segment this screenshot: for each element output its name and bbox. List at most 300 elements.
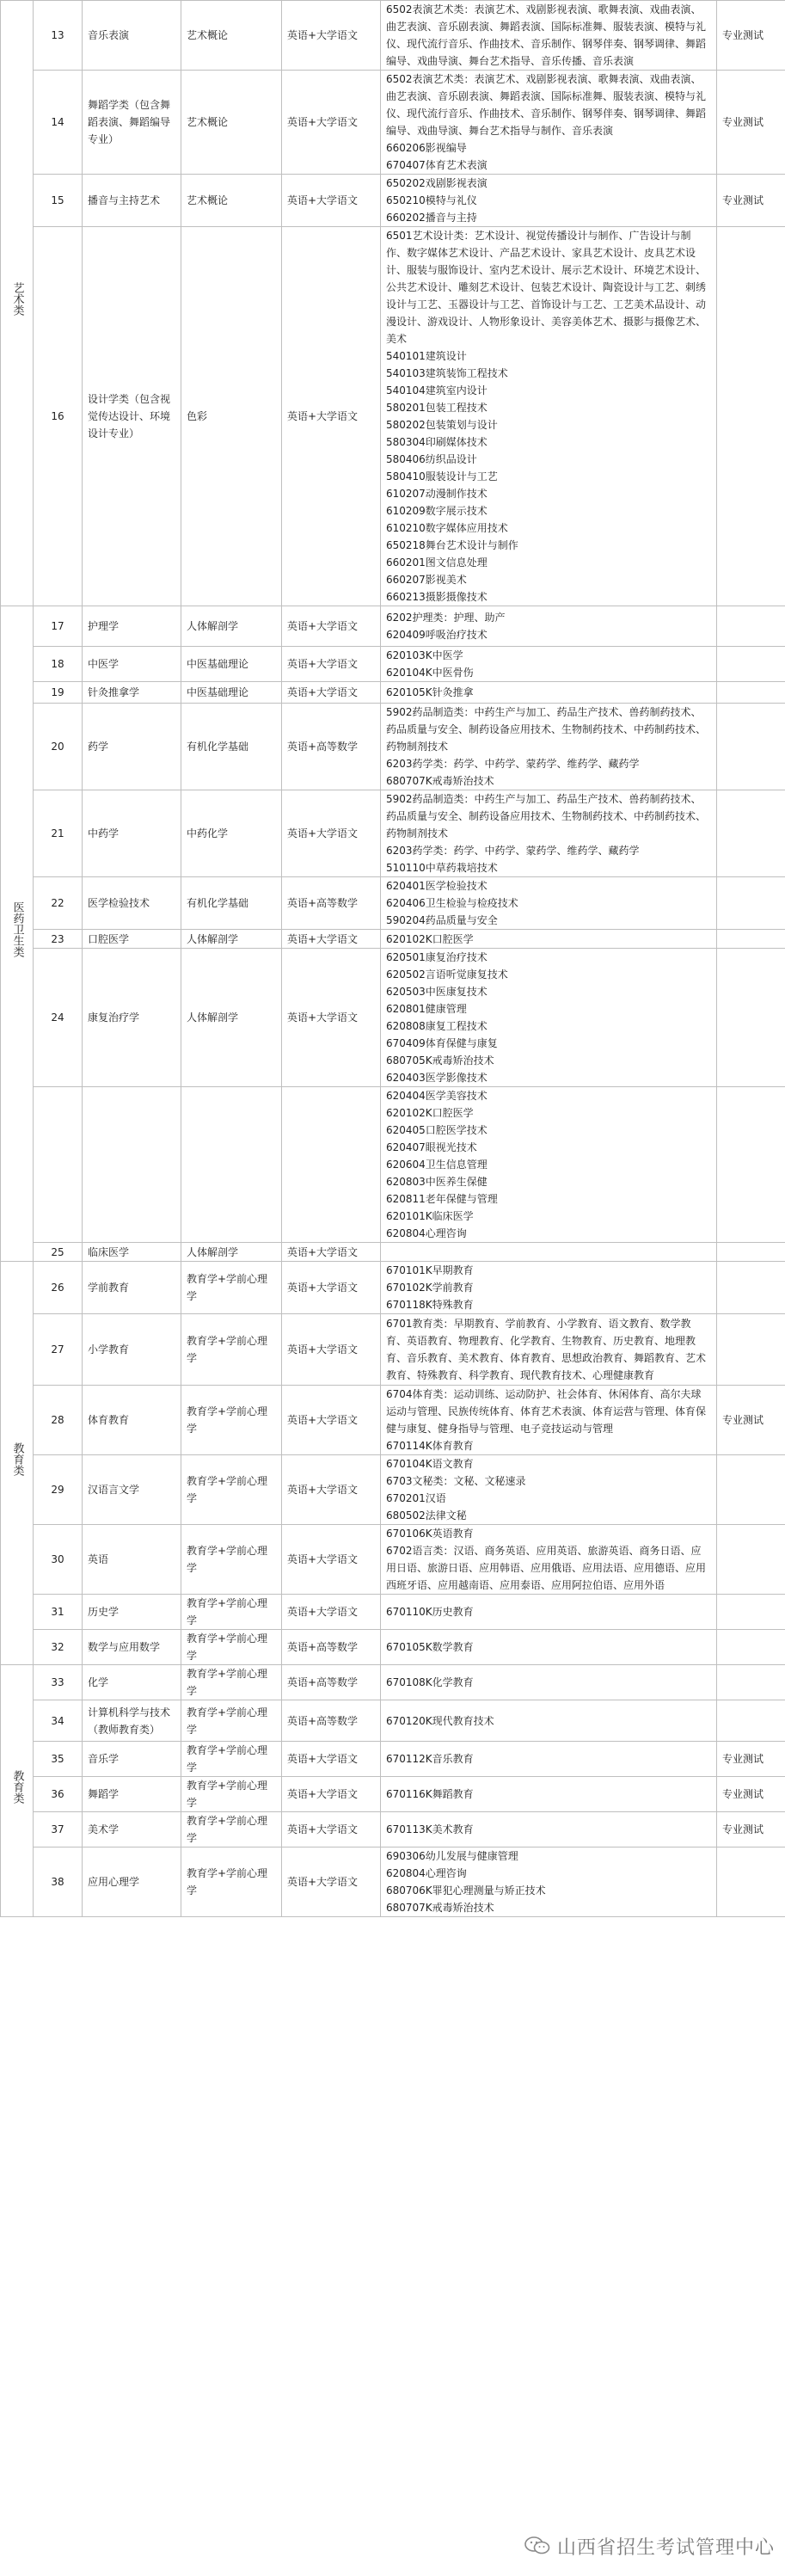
major-name-cell	[83, 647, 181, 682]
source-majors-cell	[381, 1630, 717, 1665]
extra-requirement	[717, 1314, 785, 1386]
source-major: 620803中医养生保健	[386, 1176, 488, 1188]
source-major: 650210模特与礼仪	[386, 194, 477, 206]
table-row	[1, 1262, 785, 1314]
source-major: 5902药品制造类：中药生产与加工、药品生产技术、兽药制药技术、药品质量与安全、制药设备应用技术、生物制药技术、中药制药技术、药物制剂技术	[386, 793, 707, 839]
source-major: 580201包装工程技术	[386, 402, 488, 414]
extra-requirement	[717, 606, 785, 647]
exam-subject: 艺术概论	[181, 1, 282, 71]
row-number: 26	[34, 1262, 83, 1314]
culture-subject: 英语+大学语文	[282, 1455, 381, 1525]
source-majors-cell	[381, 175, 717, 227]
table-row	[1, 704, 785, 790]
row-number: 28	[34, 1386, 83, 1455]
source-majors-cell	[381, 1812, 717, 1847]
source-majors-cell	[381, 1742, 717, 1777]
category-label: 医药卫生类	[10, 901, 24, 957]
major-name: 体育教育	[88, 1414, 130, 1426]
source-major: 620403医学影像技术	[386, 1072, 488, 1084]
table-row	[1, 1630, 785, 1665]
source-major: 650218舞台艺术设计与制作	[386, 539, 518, 551]
source-major: 650202戏剧影视表演	[386, 177, 488, 189]
major-name: 临床医学	[88, 1245, 130, 1258]
major-name-cell	[83, 877, 181, 930]
exam-subject: 中药化学	[181, 790, 282, 877]
source-major: 660213摄影摄像技术	[386, 591, 488, 603]
exam-subject: 中医基础理论	[181, 647, 282, 682]
extra-requirement	[717, 1595, 785, 1630]
extra-requirement	[717, 1847, 785, 1917]
source-major: 620808康复工程技术	[386, 1020, 488, 1032]
major-name-cell	[83, 1314, 181, 1386]
source-major: 6701教育类：早期教育、学前教育、小学教育、语文教育、数学教育、英语教育、物理教育、化学教育、生物教育、历史教育、地理教育、音乐教育、美术教育、体育教育、思想政治教育、舞蹈教育、艺术教育、特殊教育、科学教育、现代教育技术、心理健康教育	[386, 1318, 707, 1381]
culture-subject: 英语+大学语文	[282, 175, 381, 227]
exam-subject: 教育学+学前心理学	[181, 1455, 282, 1525]
row-number: 23	[34, 930, 83, 949]
culture-subject: 英语+大学语文	[282, 1742, 381, 1777]
source-majors-cell	[381, 930, 717, 949]
row-number: 32	[34, 1630, 83, 1665]
source-major: 680706K罪犯心理测量与矫正技术	[386, 1884, 546, 1897]
watermark	[524, 2529, 782, 2563]
source-major: 6704体育类：运动训练、运动防护、社会体育、休闲体育、高尔夫球运动与管理、民族传统体育、体育艺术表演、体育运营与管理、体育保健与康复、健身指导与管理、电子竞技运动与管理	[386, 1388, 707, 1435]
major-name-cell	[83, 71, 181, 175]
table-row	[1, 175, 785, 227]
extra-requirement	[717, 647, 785, 682]
culture-subject: 英语+高等数学	[282, 1665, 381, 1700]
major-name-cell	[83, 1665, 181, 1700]
source-majors-cell	[381, 790, 717, 877]
source-major: 620101K临床医学	[386, 1210, 474, 1222]
exam-subject: 教育学+学前心理学	[181, 1812, 282, 1847]
source-major: 620105K针灸推拿	[386, 686, 474, 698]
major-name-cell	[83, 1812, 181, 1847]
major-name-cell	[83, 790, 181, 877]
extra-requirement	[717, 227, 785, 606]
source-major: 670112K音乐教育	[386, 1753, 474, 1765]
source-majors-cell	[381, 1087, 717, 1243]
major-name-cell	[83, 704, 181, 790]
culture-subject: 英语+大学语文	[282, 682, 381, 704]
major-name-cell	[83, 682, 181, 704]
source-majors-cell	[381, 1386, 717, 1455]
source-major: 6502表演艺术类：表演艺术、戏剧影视表演、歌舞表演、戏曲表演、曲艺表演、音乐剧表演、舞蹈表演、国际标准舞、服装表演、模特与礼仪、现代流行音乐、作曲技术、音乐制作、钢琴伴奏、钢琴调律、舞蹈编导、戏曲导演、舞台艺术指导与制作、音乐表演	[386, 73, 707, 137]
major-name: 口腔医学	[88, 932, 130, 945]
major-name: 针灸推拿学	[88, 686, 140, 698]
source-major: 5902药品制造类：中药生产与加工、药品生产技术、兽药制药技术、药品质量与安全、制药设备应用技术、生物制药技术、中药制药技术、药物制剂技术	[386, 706, 707, 753]
source-major: 680707K戒毒矫治技术	[386, 1902, 494, 1914]
table-row	[1, 227, 785, 606]
exam-subject: 人体解剖学	[181, 930, 282, 949]
culture-subject: 英语+大学语文	[282, 1262, 381, 1314]
table-row	[1, 1386, 785, 1455]
source-major: 620401医学检验技术	[386, 880, 488, 892]
major-name-cell	[83, 1847, 181, 1917]
source-major: 660207影视美术	[386, 574, 467, 586]
major-name-cell	[83, 949, 181, 1087]
source-major: 620501康复治疗技术	[386, 951, 488, 963]
source-major: 620405口腔医学技术	[386, 1124, 488, 1136]
culture-subject: 英语+大学语文	[282, 949, 381, 1087]
major-name: 学前教育	[88, 1282, 130, 1294]
source-major: 670114K体育教育	[386, 1440, 474, 1452]
major-name: 音乐表演	[88, 29, 130, 41]
table-row	[1, 606, 785, 647]
row-number: 21	[34, 790, 83, 877]
major-name-cell	[83, 1455, 181, 1525]
table-row	[1, 1525, 785, 1595]
source-majors-cell	[381, 1777, 717, 1812]
row-number: 31	[34, 1595, 83, 1630]
culture-subject: 英语+大学语文	[282, 1847, 381, 1917]
culture-subject: 英语+高等数学	[282, 1630, 381, 1665]
exam-subject: 有机化学基础	[181, 704, 282, 790]
source-major: 580202包装策划与设计	[386, 419, 498, 431]
source-major: 670105K数学教育	[386, 1641, 474, 1653]
source-major: 620409呼吸治疗技术	[386, 629, 488, 641]
source-major: 670116K舞蹈教育	[386, 1788, 474, 1800]
source-majors-cell	[381, 1847, 717, 1917]
major-name: 音乐学	[88, 1753, 120, 1765]
exam-subject: 教育学+学前心理学	[181, 1630, 282, 1665]
source-majors-cell	[381, 704, 717, 790]
culture-subject: 英语+大学语文	[282, 1812, 381, 1847]
source-major: 670104K语文教育	[386, 1458, 474, 1470]
source-major: 580304印刷媒体技术	[386, 436, 488, 448]
extra-requirement: 专业测试	[717, 1742, 785, 1777]
row-number	[34, 1087, 83, 1243]
row-number: 19	[34, 682, 83, 704]
exam-subject: 教育学+学前心理学	[181, 1665, 282, 1700]
source-major: 580406纺织品设计	[386, 453, 477, 465]
table-row	[1, 1742, 785, 1777]
exam-subject: 色彩	[181, 227, 282, 606]
source-major: 670120K现代教育技术	[386, 1714, 494, 1727]
source-major: 660202播音与主持	[386, 212, 477, 224]
extra-requirement	[717, 1665, 785, 1700]
major-name: 药学	[88, 741, 109, 753]
row-number: 18	[34, 647, 83, 682]
culture-subject: 英语+高等数学	[282, 704, 381, 790]
culture-subject: 英语+大学语文	[282, 606, 381, 647]
exam-subject: 教育学+学前心理学	[181, 1386, 282, 1455]
source-majors-cell	[381, 227, 717, 606]
table-row	[1, 1812, 785, 1847]
source-major: 540103建筑装饰工程技术	[386, 367, 508, 379]
extra-requirement	[717, 704, 785, 790]
source-major: 620502言语听觉康复技术	[386, 968, 508, 981]
source-major: 670101K早期教育	[386, 1264, 474, 1276]
major-name-cell	[83, 1262, 181, 1314]
extra-requirement	[717, 1243, 785, 1262]
table-row	[1, 949, 785, 1087]
major-name: 中药学	[88, 827, 120, 839]
major-name: 播音与主持艺术	[88, 194, 161, 206]
row-number: 16	[34, 227, 83, 606]
exam-subject: 教育学+学前心理学	[181, 1847, 282, 1917]
source-major: 6501艺术设计类：艺术设计、视觉传播设计与制作、广告设计与制作、数字媒体艺术设计、产品艺术设计、家具艺术设计、皮具艺术设计、服装与服饰设计、室内艺术设计、展示艺术设计、环境艺术设计、公共艺术设计、雕刻艺术设计、包装艺术设计、陶瓷设计与工艺、刺绣设计与工艺、玉器设计与工艺、首饰设计与工艺、工艺美术品设计、动漫设计、游戏设计、人物形象设计、美容美体艺术、摄影与摄像艺术、美术	[386, 230, 707, 345]
major-name: 康复治疗学	[88, 1011, 140, 1024]
source-major: 620102K口腔医学	[386, 932, 474, 945]
major-name: 美术学	[88, 1823, 120, 1835]
major-name-cell	[83, 1777, 181, 1812]
source-major: 6703文秘类：文秘、文秘速录	[386, 1475, 526, 1487]
extra-requirement	[717, 930, 785, 949]
major-name: 计算机科学与技术（教师教育类）	[88, 1706, 171, 1736]
exam-subject: 有机化学基础	[181, 877, 282, 930]
source-majors-cell	[381, 1, 717, 71]
exam-subject: 教育学+学前心理学	[181, 1262, 282, 1314]
extra-requirement: 专业测试	[717, 71, 785, 175]
culture-subject	[282, 1087, 381, 1243]
table-row	[1, 647, 785, 682]
extra-requirement: 专业测试	[717, 175, 785, 227]
culture-subject: 英语+大学语文	[282, 1386, 381, 1455]
watermark-text: 山西省招生考试管理中心	[557, 2536, 776, 2559]
table-row	[1, 1665, 785, 1700]
major-name: 设计学类（包含视觉传达设计、环境设计专业）	[88, 393, 171, 440]
culture-subject: 英语+大学语文	[282, 1314, 381, 1386]
major-name: 中医学	[88, 658, 120, 670]
culture-subject: 英语+大学语文	[282, 1595, 381, 1630]
source-majors-cell	[381, 877, 717, 930]
culture-subject: 英语+高等数学	[282, 1700, 381, 1742]
exam-subject: 教育学+学前心理学	[181, 1595, 282, 1630]
major-name: 舞蹈学	[88, 1788, 120, 1800]
culture-subject: 英语+大学语文	[282, 647, 381, 682]
major-name: 小学教育	[88, 1343, 130, 1356]
exam-subject	[181, 1087, 282, 1243]
source-major: 6203药学类：药学、中药学、蒙药学、维药学、藏药学	[386, 758, 640, 770]
major-name-cell	[83, 1742, 181, 1777]
row-number: 22	[34, 877, 83, 930]
major-name: 医学检验技术	[88, 897, 150, 909]
major-name: 汉语言文学	[88, 1484, 140, 1496]
source-major: 670118K特殊教育	[386, 1299, 474, 1311]
culture-subject: 英语+高等数学	[282, 877, 381, 930]
source-major: 620406卫生检验与检疫技术	[386, 897, 518, 909]
exam-subject: 教育学+学前心理学	[181, 1700, 282, 1742]
source-major: 670407体育艺术表演	[386, 159, 488, 171]
source-major: 680502法律文秘	[386, 1509, 467, 1522]
source-major: 6702语言类：汉语、商务英语、应用英语、旅游英语、商务日语、应用日语、旅游日语、应用韩语、应用俄语、应用法语、应用德语、应用西班牙语、应用越南语、应用泰语、应用阿拉伯语、应用外语	[386, 1545, 707, 1591]
major-name-cell	[83, 930, 181, 949]
wechat-icon	[524, 2536, 550, 2555]
source-majors-cell	[381, 1525, 717, 1595]
culture-subject: 英语+大学语文	[282, 71, 381, 175]
major-name-cell	[83, 175, 181, 227]
extra-requirement	[717, 1455, 785, 1525]
major-name-cell	[83, 1386, 181, 1455]
row-number: 30	[34, 1525, 83, 1595]
extra-requirement	[717, 1262, 785, 1314]
source-major: 610210数字媒体应用技术	[386, 522, 508, 534]
source-majors-cell	[381, 1700, 717, 1742]
source-major: 680707K戒毒矫治技术	[386, 775, 494, 787]
extra-requirement: 专业测试	[717, 1386, 785, 1455]
table-row	[1, 1595, 785, 1630]
extra-requirement: 专业测试	[717, 1777, 785, 1812]
table-row	[1, 1777, 785, 1812]
source-major: 620407眼视光技术	[386, 1141, 477, 1153]
source-major: 540104建筑室内设计	[386, 384, 488, 397]
major-name-cell	[83, 1525, 181, 1595]
major-name: 化学	[88, 1676, 109, 1688]
row-number: 29	[34, 1455, 83, 1525]
source-major: 620104K中医骨伤	[386, 667, 474, 679]
source-major: 620503中医康复技术	[386, 986, 488, 998]
category-cell	[1, 606, 34, 1262]
source-major: 620811老年保健与管理	[386, 1193, 498, 1205]
major-name: 舞蹈学类（包含舞蹈表演、舞蹈编导专业）	[88, 99, 171, 145]
major-name-cell	[83, 1243, 181, 1262]
table-row	[1, 1243, 785, 1262]
category-label: 教育类	[10, 1769, 24, 1804]
source-major: 510110中草药栽培技术	[386, 862, 498, 874]
major-name-cell	[83, 227, 181, 606]
row-number: 20	[34, 704, 83, 790]
source-major: 660201图文信息处理	[386, 556, 488, 569]
extra-requirement	[717, 949, 785, 1087]
source-majors-cell	[381, 647, 717, 682]
major-name: 护理学	[88, 620, 120, 632]
source-majors-cell	[381, 606, 717, 647]
row-number: 34	[34, 1700, 83, 1742]
source-majors-cell	[381, 1243, 717, 1262]
source-major: 610209数字展示技术	[386, 505, 488, 517]
culture-subject: 英语+大学语文	[282, 790, 381, 877]
extra-requirement	[717, 877, 785, 930]
table-row	[1, 682, 785, 704]
source-major: 670108K化学教育	[386, 1676, 474, 1688]
exam-subject: 人体解剖学	[181, 606, 282, 647]
major-name-cell	[83, 606, 181, 647]
source-major: 580410服装设计与工艺	[386, 470, 498, 483]
source-major: 6502表演艺术类：表演艺术、戏剧影视表演、歌舞表演、戏曲表演、曲艺表演、音乐剧表演、舞蹈表演、国际标准舞、服装表演、模特与礼仪、现代流行音乐、作曲技术、音乐制作、钢琴伴奏、钢琴调律、舞蹈编导、戏曲导演、舞台艺术指导、音乐传播、音乐表演	[386, 3, 707, 67]
exam-subject: 教育学+学前心理学	[181, 1742, 282, 1777]
table-row	[1, 1, 785, 71]
major-name-cell	[83, 1595, 181, 1630]
source-major: 670110K历史教育	[386, 1606, 474, 1618]
extra-requirement	[717, 1700, 785, 1742]
category-label: 教育类	[10, 1442, 24, 1476]
extra-requirement	[717, 790, 785, 877]
culture-subject: 英语+大学语文	[282, 227, 381, 606]
source-majors-cell	[381, 1262, 717, 1314]
row-number: 36	[34, 1777, 83, 1812]
culture-subject: 英语+大学语文	[282, 1525, 381, 1595]
table-row	[1, 790, 785, 877]
source-major: 620102K口腔医学	[386, 1107, 474, 1119]
source-major: 590204药品质量与安全	[386, 914, 498, 926]
culture-subject: 英语+大学语文	[282, 1777, 381, 1812]
exam-subject: 教育学+学前心理学	[181, 1777, 282, 1812]
source-major: 620804心理咨询	[386, 1227, 467, 1239]
major-name-cell	[83, 1, 181, 71]
major-name-cell	[83, 1087, 181, 1243]
source-major: 620801健康管理	[386, 1003, 467, 1015]
row-number: 15	[34, 175, 83, 227]
row-number: 13	[34, 1, 83, 71]
row-number: 14	[34, 71, 83, 175]
source-major: 620103K中医学	[386, 649, 463, 661]
source-majors-cell	[381, 949, 717, 1087]
extra-requirement: 专业测试	[717, 1812, 785, 1847]
table-row	[1, 1455, 785, 1525]
row-number: 27	[34, 1314, 83, 1386]
table-row	[1, 1314, 785, 1386]
major-name-cell	[83, 1630, 181, 1665]
major-name: 英语	[88, 1553, 109, 1565]
source-major: 670113K美术教育	[386, 1823, 474, 1835]
extra-requirement	[717, 1525, 785, 1595]
row-number: 35	[34, 1742, 83, 1777]
culture-subject: 英语+大学语文	[282, 1, 381, 71]
source-major: 670102K学前教育	[386, 1282, 474, 1294]
source-majors-cell	[381, 682, 717, 704]
source-majors-cell	[381, 1455, 717, 1525]
row-number: 17	[34, 606, 83, 647]
major-name: 历史学	[88, 1606, 120, 1618]
source-major: 690306幼儿发展与健康管理	[386, 1850, 518, 1862]
source-major: 620804心理咨询	[386, 1867, 467, 1879]
extra-requirement	[717, 1087, 785, 1243]
exam-subject: 人体解剖学	[181, 1243, 282, 1262]
source-majors-cell	[381, 1314, 717, 1386]
row-number: 33	[34, 1665, 83, 1700]
source-major: 670201汉语	[386, 1492, 446, 1504]
source-major: 620604卫生信息管理	[386, 1159, 488, 1171]
source-majors-cell	[381, 1595, 717, 1630]
source-major: 6203药学类：药学、中药学、蒙药学、维药学、藏药学	[386, 845, 640, 857]
category-cell	[1, 1262, 34, 1665]
source-major: 620404医学美容技术	[386, 1090, 488, 1102]
table-row	[1, 1087, 785, 1243]
category-label: 艺术类	[10, 282, 24, 316]
exam-subject: 艺术概论	[181, 175, 282, 227]
source-major: 6202护理类：护理、助产	[386, 612, 506, 624]
exam-subject: 中医基础理论	[181, 682, 282, 704]
source-majors-cell	[381, 1665, 717, 1700]
table-row	[1, 1847, 785, 1917]
table-row	[1, 1700, 785, 1742]
category-cell	[1, 1665, 34, 1917]
source-major: 660206影视编导	[386, 142, 467, 154]
source-majors-cell	[381, 71, 717, 175]
culture-subject: 英语+大学语文	[282, 1243, 381, 1262]
exam-subject: 艺术概论	[181, 71, 282, 175]
extra-requirement	[717, 1630, 785, 1665]
source-major: 610207动漫制作技术	[386, 488, 488, 500]
source-major: 680705K戒毒矫治技术	[386, 1054, 494, 1067]
exam-subject: 教育学+学前心理学	[181, 1525, 282, 1595]
row-number: 25	[34, 1243, 83, 1262]
exam-subject: 人体解剖学	[181, 949, 282, 1087]
table-row	[1, 930, 785, 949]
major-name: 数学与应用数学	[88, 1641, 161, 1653]
row-number: 38	[34, 1847, 83, 1917]
category-cell	[1, 1, 34, 606]
exam-subject: 教育学+学前心理学	[181, 1314, 282, 1386]
major-name-cell	[83, 1700, 181, 1742]
row-number: 24	[34, 949, 83, 1087]
extra-requirement	[717, 682, 785, 704]
culture-subject: 英语+大学语文	[282, 930, 381, 949]
major-name: 应用心理学	[88, 1876, 140, 1888]
row-number: 37	[34, 1812, 83, 1847]
table-row	[1, 877, 785, 930]
table-row	[1, 71, 785, 175]
